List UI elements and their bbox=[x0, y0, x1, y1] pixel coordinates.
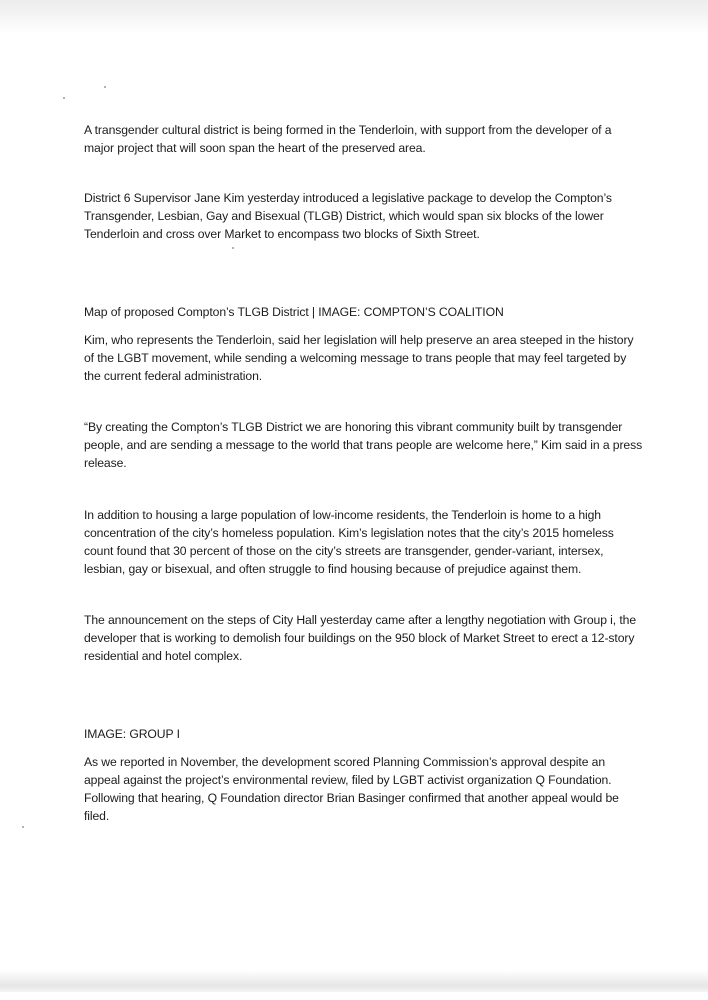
paragraph-homeless: In addition to housing a large population of low-income residents, the Tenderloin is home to a high concentration of the city’s homeless population. Kim’s legislation notes that the city’s 2015 homeless count found that 30 percent of those on the city’s streets are transgender, gender-variant, intersex, lesbian, gay or bisexual, and often struggle to find housing because of prejudice against them. bbox=[84, 508, 614, 576]
scan-edge-bottom bbox=[0, 970, 708, 992]
scan-speck bbox=[22, 826, 24, 828]
scan-speck bbox=[63, 97, 65, 99]
paragraph-announcement: The announcement on the steps of City Hall yesterday came after a lengthy negotiation with Group i, the developer that is working to demolish four buildings on the 950 block of Market Street to erect a 12-story residential and hotel complex. bbox=[84, 613, 636, 663]
scan-speck bbox=[232, 247, 234, 249]
image-caption-map: Map of proposed Compton’s TLGB District | IMAGE: COMPTON’S COALITION bbox=[84, 305, 504, 319]
paragraph-quote: “By creating the Compton’s TLGB District we are honoring this vibrant community built by transgender people, and are sending a message to the world that trans people are welcome here,” Kim said in a press release. bbox=[84, 420, 643, 470]
paragraph-legislation: Kim, who represents the Tenderloin, said her legislation will help preserve an area steeped in the history of the LGBT movement, while sending a welcoming message to trans people that may feel targeted by the current federal administration. bbox=[84, 333, 634, 383]
image-caption-group-i: IMAGE: GROUP I bbox=[84, 727, 180, 741]
scan-edge-top bbox=[0, 0, 708, 34]
paragraph-planning-commission: As we reported in November, the development scored Planning Commission’s approval despite an appeal against the project’s environmental review, filed by LGBT activist organization Q Foundation. Following that hearing, Q Foundation director Brian Basinger confirmed that another appeal would be filed. bbox=[84, 755, 619, 823]
scan-speck bbox=[104, 86, 106, 88]
paragraph-supervisor-kim: District 6 Supervisor Jane Kim yesterday introduced a legislative package to develop the Compton’s Transgender, Lesbian, Gay and Bisexual (TLGB) District, which would span six blocks of the lower Tenderloin and cross over Market to encompass two blocks of Sixth Street. bbox=[84, 191, 612, 241]
paragraph-intro: A transgender cultural district is being formed in the Tenderloin, with support from the developer of a major project that will soon span the heart of the preserved area. bbox=[84, 123, 612, 155]
